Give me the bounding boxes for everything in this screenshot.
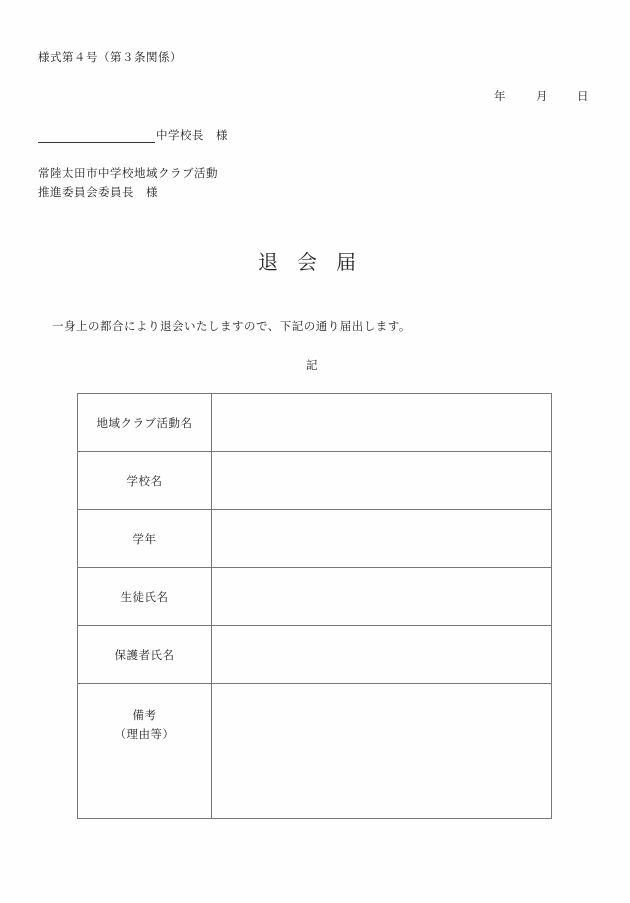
form-number: 様式第４号（第３条関係） (38, 50, 182, 64)
date-line (494, 88, 589, 104)
remarks-label: 備考 (132, 708, 157, 722)
title-char: 会 (297, 250, 336, 274)
title-char: 届 (336, 250, 375, 274)
committee-addressee-line2: 推進委員会委員長 様 (38, 185, 158, 199)
table-row (78, 568, 552, 626)
committee-addressee-line1: 常陸太田市中学校地域クラブ活動 (38, 166, 218, 180)
ki-heading: 記 (306, 358, 318, 372)
row-label: 学年 (78, 510, 212, 568)
withdrawal-form-table (77, 393, 552, 819)
title-char: 退 (258, 250, 297, 274)
club-name-field[interactable] (212, 394, 552, 452)
row-label: 保護者氏名 (78, 626, 212, 684)
remarks-sublabel: （理由等） (114, 727, 175, 741)
date-year-label: 年 (494, 89, 506, 103)
remarks-field[interactable] (212, 684, 552, 819)
school-name-blank[interactable] (38, 130, 155, 143)
guardian-name-field[interactable] (212, 626, 552, 684)
row-label: 地域クラブ活動名 (78, 394, 212, 452)
grade-field[interactable] (212, 510, 552, 568)
row-label (78, 684, 212, 819)
principal-suffix: 中学校長 様 (156, 128, 228, 142)
table-row (78, 626, 552, 684)
school-name-field[interactable] (212, 452, 552, 510)
table-row (78, 394, 552, 452)
document-title (258, 246, 375, 275)
row-label: 学校名 (78, 452, 212, 510)
table-row (78, 684, 552, 819)
body-text: 一身上の都合により退会いたしますので、下記の通り届出します。 (52, 319, 411, 333)
principal-addressee (38, 127, 228, 143)
date-month-label: 月 (536, 89, 548, 103)
row-label: 生徒氏名 (78, 568, 212, 626)
date-day-label: 日 (577, 89, 589, 103)
student-name-field[interactable] (212, 568, 552, 626)
table-row (78, 510, 552, 568)
table-row (78, 452, 552, 510)
